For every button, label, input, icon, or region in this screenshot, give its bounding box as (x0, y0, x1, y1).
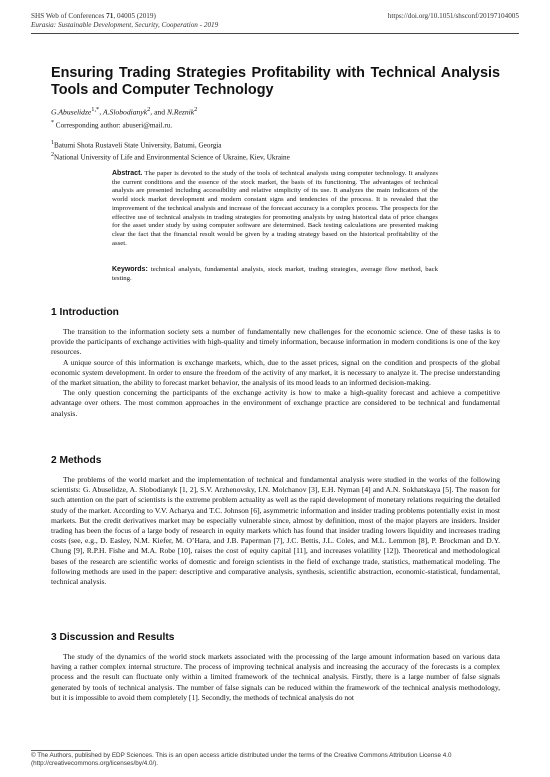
paragraph: The problems of the world market and the implementation of technical and fundamental analysis were studied in the works of the following scientists: G. Abuselidze, A. Slobodianyk [1, 2], S.V. Arzhenovsky, I.N. Molchanov [3], E.H. Nyman [4] and A.N. Sokhatskaya [5]. The reason for such attention on the part of scientists is the extreme problem actuality as well as the rapid development of monetary relations requiring the detailed study of the market. According to V.V. Acharya and T.C. Johnson [6], asymmetric information and insider trading problems potentially exist in most markets. But the credit derivatives market may be especially vulnerable since, almost by definition, most of the major players are insiders. Insider trading has been the focus of a large body of research in equity markets which has found that insider trading lowers liquidity and increases trading costs (see, e.g., D. Easley, N.M. Kiefer, M. O’Hara, and J.B. Paperman [7], J.C. Bettis, J.L. Coles, and M.L. Lemmon [8], P. Brockman and D.Y. Chung [9], R.P.H. Fishe and M.A. Robe [10], raises the cost of equity capital [11], and increases volatility [12]). Theoretical and methodological bases of the research are scientific works of domestic and foreign scientists in the field of exchange trade, statistics, mathematical modeling. The following methods are used in the paper: descriptive and comparative analysis, synthesis, scientific abstraction, economic-statistical, fundamental, technical analysis. (51, 475, 500, 587)
keywords (112, 266, 438, 283)
abstract-text: The paper is devoted to the study of the tools of technical analysis using computer technology. It analyzes the current conditions and the essence of the stock market, the basis of its functioning. The advantages of technical analysis are presented including accessibility and relative simplicity of its use. It analyzes the main indicators of the world stock market development and modern constant signs and tendencies of the process. It is revealed that the improvement of the technical analysis and increase of the forecast accuracy is a complex process. The prospects for the effective use of technical analysis in trading strategies for promoting analysis by using historical data of price changes for the asset under study by using computer software are determined. Back testing calculations are presented making clear the fact that the financial result would be given by a trading strategy based on the historical profitability of the asset. (112, 170, 438, 247)
corresponding-author (51, 120, 172, 129)
doi-link[interactable]: https://doi.org/10.1051/shsconf/20197104005 (387, 12, 519, 20)
journal-volume: 71 (106, 12, 114, 20)
paragraph: The only question concerning the participants of the exchange activity is how to make a high-quality forecast and achieve a competitive advantage over others. The most common approaches in the environment of exchange practice are considered to be technical and fundamental analysis. (51, 388, 500, 418)
affiliation-1-mark: 1 (51, 140, 54, 146)
footer-rule (31, 750, 91, 751)
author-separator: , (99, 107, 104, 117)
affiliation-2-mark: 2 (51, 151, 54, 158)
paragraph: The transition to the information society sets a number of fundamentally new challenges for the economic science. One of these tasks is to provide the participants of exchange activities with high-quality and timely information, because information in modern conditions is one of the key resources. (51, 327, 500, 357)
paragraph: A unique source of this information is exchange markets, which, due to the asset prices, signal on the condition and prospects of the global economic system development. In order to ensure the freedom of the activity of any market, it is necessary to analyze it. The precise understanding of the market situation, the ability to forecast market behavior, the analysis of its mood leads to an informed decision-making. (51, 357, 500, 388)
author-3: N.Reznik (166, 107, 195, 117)
paragraph: The study of the dynamics of the world stock markets associated with the processing of the large amount information based on various data having a rather complex internal structure. The process of improving technical analysis and increasing the accuracy of the forecasts is a complex process and the result can fluctuate only within a limited framework of the technical analysis. Firstly, there is a large number of false signals generated by tools of technical analysis. The number of false signals can be reduced within the framework of the technical analysis methodology, but it is impossible to avoid them completely [1]. Secondly, the methods of technical analysis do not (51, 652, 500, 702)
paper-title: Ensuring Trading Strategies Profitability with Technical Analysis Tools and Computer Technology (51, 65, 500, 98)
section-body-methods (51, 475, 500, 587)
author-separator: , and (150, 107, 167, 117)
author-2-affil: 2 (147, 106, 151, 113)
affiliation-1-text: Batumi Shota Rustaveli State University, Batumi, Georgia (54, 141, 222, 150)
abstract-label: Abstract. (112, 170, 143, 177)
conference-name: Eurasia: Sustainable Development, Security, Cooperation - 2019 (31, 21, 219, 29)
abstract (112, 170, 438, 248)
author-3-affil: 2 (194, 106, 198, 113)
keywords-label: Keywords: (112, 266, 148, 273)
section-heading-methods: 2 Methods (51, 455, 102, 466)
section-body-discussion (51, 652, 500, 703)
corresponding-mark: * (51, 120, 54, 126)
affiliation-1 (51, 139, 290, 151)
author-1-affil: 1,* (91, 106, 100, 113)
section-body-introduction (51, 327, 500, 419)
section-heading-introduction: 1 Introduction (51, 307, 119, 318)
keywords-text: technical analysis, fundamental analysis, stock market, trading strategies, average flow method, back testing. (112, 266, 439, 282)
affiliation-2-text: National University of Life and Environmental Science of Ukraine, Kiev, Ukraine (54, 153, 290, 162)
author-1: G.Abuselidze (51, 107, 92, 117)
journal-citation: SHS Web of Conferences 71, 04005 (2019) (31, 12, 156, 20)
affiliation-2 (51, 151, 290, 163)
journal-name: SHS Web of Conferences (31, 12, 105, 20)
author-2: A.Slobodianyk (103, 107, 148, 117)
section-heading-discussion: 3 Discussion and Results (51, 632, 175, 643)
running-header (31, 12, 519, 29)
article-number: 04005 (2019) (116, 12, 156, 20)
license-footer: © The Authors, published by EDP Sciences. This is an open access article distributed under the terms of the Creative Commons Attribution License 4.0 (http://creativecommons.org/licenses/by/4.0/). (31, 752, 452, 768)
affiliations (51, 139, 290, 163)
header-rule (31, 33, 519, 34)
author-list (51, 106, 197, 117)
corresponding-text: Corresponding author: abuseri@mail.ru. (55, 121, 173, 130)
